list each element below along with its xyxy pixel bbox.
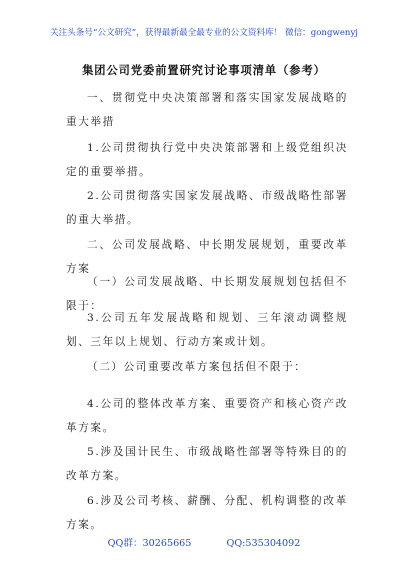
footer-contact bbox=[0, 535, 408, 549]
subsection-heading-2: （二）公司重要改革方案包括但不限于： bbox=[87, 361, 307, 373]
paragraph-item-1: 1.公司贯彻执行党中央决策部署和上级党组织决定的重要举措。 bbox=[66, 142, 348, 178]
paragraph-item-6: 6.涉及公司考核、薪酬、分配、机构调整的改革方案。 bbox=[66, 495, 348, 531]
paragraph-item-2: 2.公司贯彻落实国家发展战略、市级战略性部署的重大举措。 bbox=[66, 190, 348, 226]
section-heading-1: 一、贯彻党中央决策部署和落实国家发展战略的重大举措 bbox=[66, 92, 348, 128]
paragraph-item-3: 3.公司五年发展战略和规划、三年滚动调整规划、三年以上规划、行动方案或计划。 bbox=[66, 312, 348, 348]
footer-qq-group: QQ群：30265665 bbox=[107, 538, 192, 549]
paragraph-item-5: 5.涉及国计民生、市级战略性部署等特殊目的的改革方案。 bbox=[66, 446, 348, 482]
footer-qq: QQ:535304092 bbox=[226, 538, 301, 549]
subsection-heading-1: （一）公司发展战略、中长期发展规划包括但不限于： bbox=[66, 276, 348, 312]
paragraph-item-4: 4.公司的整体改革方案、重要资产和核心资产改革方案。 bbox=[66, 398, 348, 434]
document-title: 集团公司党委前置研究讨论事项清单（参考） bbox=[82, 63, 326, 77]
header-banner: 关注头条号“公文研究”，获得最新最全最专业的公文资料库！ 微信：gongwenyj bbox=[50, 28, 358, 38]
section-heading-2: 二、公司发展战略、中长期发展规划，重要改革方案 bbox=[66, 239, 348, 275]
